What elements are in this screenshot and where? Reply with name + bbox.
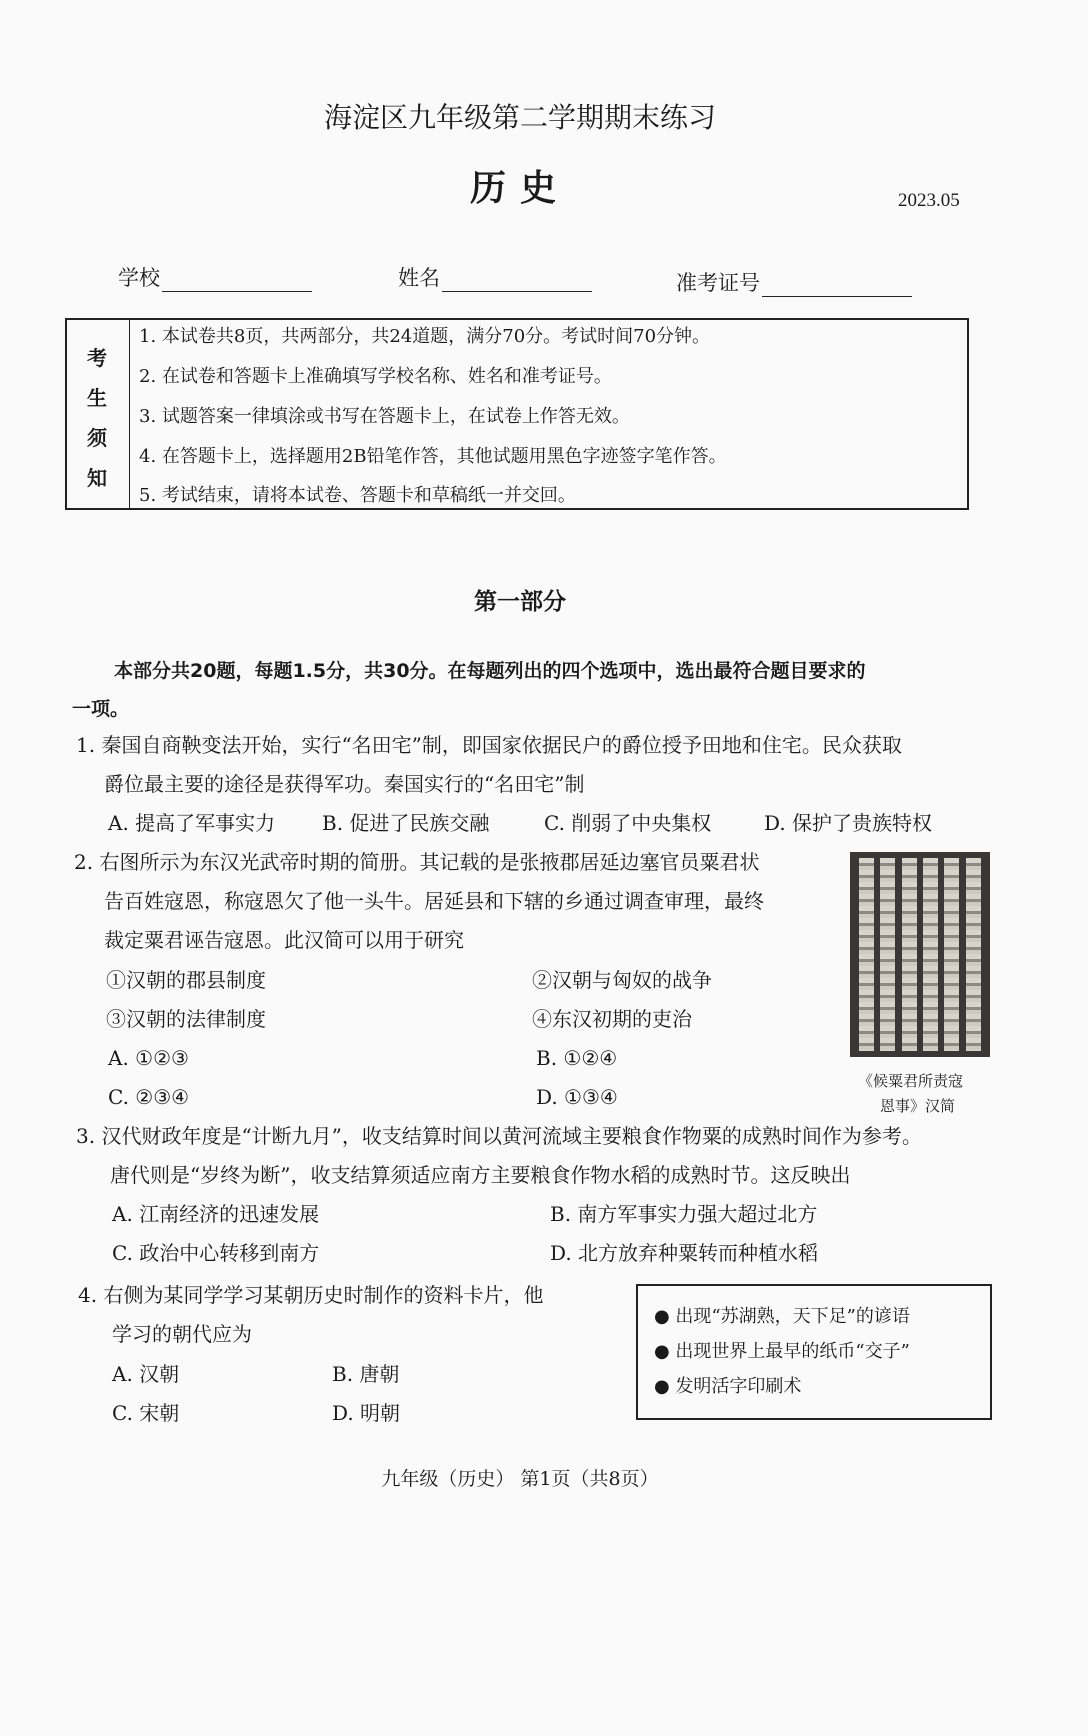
- part-intro-cont: 一项。: [72, 698, 130, 720]
- question-1-text: 1. 秦国自商鞅变法开始，实行“名田宅”制，即国家依据民户的爵位授予田地和住宅。民众获取: [76, 733, 902, 757]
- question-3-option-c: C. 政治中心转移到南方: [112, 1241, 320, 1265]
- question-2-option-b: B. ①②④: [536, 1046, 618, 1070]
- exam-date: 2023.05: [898, 190, 960, 211]
- question-3-option-b: B. 南方军事实力强大超过北方: [550, 1202, 818, 1226]
- question-4-option-c: C. 宋朝: [112, 1401, 180, 1425]
- question-2-item: ④东汉初期的吏治: [532, 1007, 692, 1031]
- question-3-text: 3. 汉代财政年度是“计断九月”，收支结算时间以黄河流域主要粮食作物粟的成熟时间作为参考。: [76, 1124, 922, 1148]
- exam-title: 海淀区九年级第二学期期末练习: [323, 101, 716, 134]
- school-label: 学校: [118, 266, 160, 290]
- notice-heading-char: 知: [87, 466, 107, 490]
- name-label: 姓名: [398, 266, 440, 290]
- question-1-option-b: B. 促进了民族交融: [322, 811, 490, 835]
- question-1-option-c: C. 削弱了中央集权: [544, 811, 712, 835]
- question-2-option-c: C. ②③④: [108, 1085, 190, 1109]
- question-4-text: 4. 右侧为某同学学习某朝历史时制作的资料卡片，他: [78, 1283, 544, 1307]
- exam-id-label: 准考证号: [676, 271, 760, 295]
- school-blank[interactable]: [162, 271, 312, 292]
- question-3-option-d: D. 北方放弃种粟转而种植水稻: [550, 1241, 819, 1265]
- card-item: ● 出现“苏湖熟，天下足”的谚语: [654, 1306, 910, 1327]
- part-title: 第一部分: [474, 589, 566, 615]
- question-4-option-a: A. 汉朝: [112, 1362, 180, 1386]
- exam-id-field[interactable]: [676, 267, 912, 297]
- question-2-text: 告百姓寇恩，称寇恩欠了他一头牛。居延县和下辖的乡通过调查审理，最终: [104, 889, 764, 913]
- notice-heading-char: 须: [87, 426, 107, 450]
- question-4-option-b: B. 唐朝: [332, 1362, 400, 1386]
- exam-id-blank[interactable]: [762, 276, 912, 297]
- bamboo-slip: [902, 858, 917, 1051]
- question-3-text: 唐代则是“岁终为断”，收支结算须适应南方主要粮食作物水稻的成熟时节。这反映出: [110, 1163, 851, 1187]
- notice-item: 1. 本试卷共8页，共两部分，共24道题，满分70分。考试时间70分钟。: [139, 326, 711, 347]
- notice-heading-char: 生: [87, 386, 107, 410]
- card-item: ● 发明活字印刷术: [654, 1376, 802, 1397]
- question-2-item: ③汉朝的法律制度: [106, 1007, 266, 1031]
- bamboo-slip: [880, 858, 895, 1051]
- question-2-item: ①汉朝的郡县制度: [106, 968, 266, 992]
- name-blank[interactable]: [442, 271, 592, 292]
- question-2-text: 2. 右图所示为东汉光武帝时期的简册。其记载的是张掖郡居延边塞官员粟君状: [74, 850, 760, 874]
- bamboo-slip: [944, 858, 959, 1051]
- notice-item: 2. 在试卷和答题卡上准确填写学校名称、姓名和准考证号。: [139, 366, 612, 387]
- question-2-item: ②汉朝与匈奴的战争: [532, 968, 712, 992]
- question-4-option-d: D. 明朝: [332, 1401, 401, 1425]
- question-1-option-a: A. 提高了军事实力: [108, 811, 276, 835]
- question-1-option-d: D. 保护了贵族特权: [764, 811, 933, 835]
- question-1-text: 爵位最主要的途径是获得军功。秦国实行的“名田宅”制: [104, 772, 585, 796]
- name-field[interactable]: [398, 262, 592, 292]
- bamboo-slip: [859, 858, 874, 1051]
- bamboo-slip: [923, 858, 938, 1051]
- notice-heading: [67, 320, 130, 508]
- school-field[interactable]: [118, 262, 312, 292]
- question-2-option-a: A. ①②③: [108, 1046, 189, 1070]
- exam-notice-box: [65, 318, 969, 510]
- notice-item: 3. 试题答案一律填涂或书写在答题卡上，在试卷上作答无效。: [139, 406, 630, 427]
- question-2-text: 裁定粟君诬告寇恩。此汉简可以用于研究: [104, 928, 464, 952]
- info-card: [636, 1284, 992, 1420]
- notice-item: 4. 在答题卡上，选择题用2B铅笔作答，其他试题用黑色字迹签字笔作答。: [139, 446, 727, 467]
- card-item: ● 出现世界上最早的纸币“交子”: [654, 1341, 910, 1362]
- notice-heading-char: 考: [87, 346, 107, 370]
- bamboo-slip: [966, 858, 981, 1051]
- han-bamboo-slips-image: [850, 852, 990, 1057]
- question-4-text: 学习的朝代应为: [112, 1322, 252, 1346]
- question-2-option-d: D. ①③④: [536, 1085, 618, 1109]
- image-caption: 《候粟君所责寇: [858, 1072, 964, 1090]
- subject-title: 历史: [469, 167, 570, 209]
- page-footer: 九年级（历史） 第1页（共8页）: [381, 1468, 659, 1490]
- image-caption: 恩事》汉简: [880, 1097, 956, 1115]
- part-intro: 本部分共20题，每题1.5分，共30分。在每题列出的四个选项中，选出最符合题目要求的: [114, 660, 866, 682]
- notice-item: 5. 考试结束，请将本试卷、答题卡和草稿纸一并交回。: [139, 485, 576, 506]
- question-3-option-a: A. 江南经济的迅速发展: [112, 1202, 320, 1226]
